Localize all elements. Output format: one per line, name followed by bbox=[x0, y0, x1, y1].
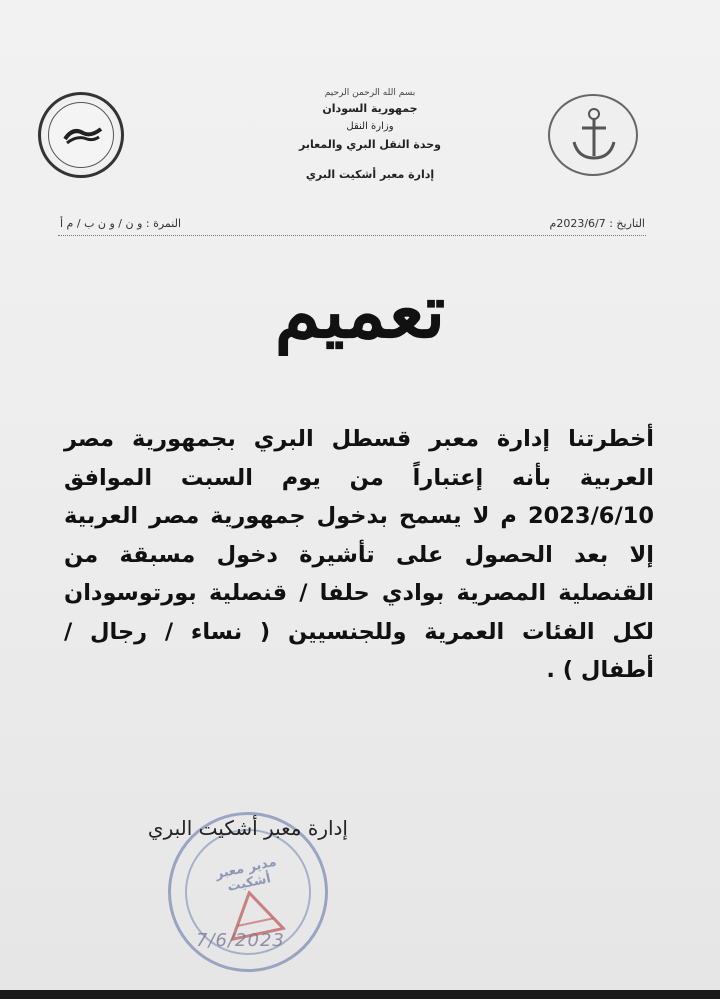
letterhead bbox=[260, 86, 480, 181]
stamp-text: مدير معبر أشكيت bbox=[214, 854, 278, 895]
divider bbox=[58, 235, 646, 236]
republic-name: جمهورية السودان bbox=[322, 102, 418, 115]
circular-body: أخطرتنا إدارة معبر قسطل البري بجمهورية مصر العربية بأنه إعتباراً من يوم السبت الموافق 2023/6/10 م لا يسمح بدخول جمهورية مصر العربية إلا بعد الحصول على تأشيرة دخول مسبقة من القنصلية المصرية بوادي حلفا / قنصلية بورتوسودان لكل الفئات العمرية وللجنسيين ( نساء / رجال / أطفال ) . bbox=[64, 426, 654, 683]
circular-title: تعميم bbox=[274, 269, 446, 355]
signature-line: إدارة معبر أشكيت البري bbox=[147, 816, 348, 840]
document-date: التاريخ : 2023/6/7م bbox=[549, 217, 645, 230]
ministry-name: وزارة النقل bbox=[346, 121, 394, 132]
anchor-icon bbox=[568, 106, 620, 164]
department-name: إدارة معبر أشكيت البري bbox=[305, 168, 435, 181]
stamp-date: 7/6/2023 bbox=[196, 930, 285, 951]
hands-emblem-icon bbox=[63, 123, 103, 147]
anchor-logo bbox=[548, 94, 638, 176]
ministry-logo bbox=[38, 92, 124, 178]
unit-name: وحدة النقل البري والمعابر bbox=[299, 138, 441, 151]
reference-number: النمرة : و ن / و ن ب / م أ bbox=[60, 217, 182, 230]
meta-row bbox=[60, 217, 645, 235]
screen-bottom-bar bbox=[0, 990, 720, 999]
basmala: بسم الله الرحمن الرحيم bbox=[324, 88, 416, 98]
